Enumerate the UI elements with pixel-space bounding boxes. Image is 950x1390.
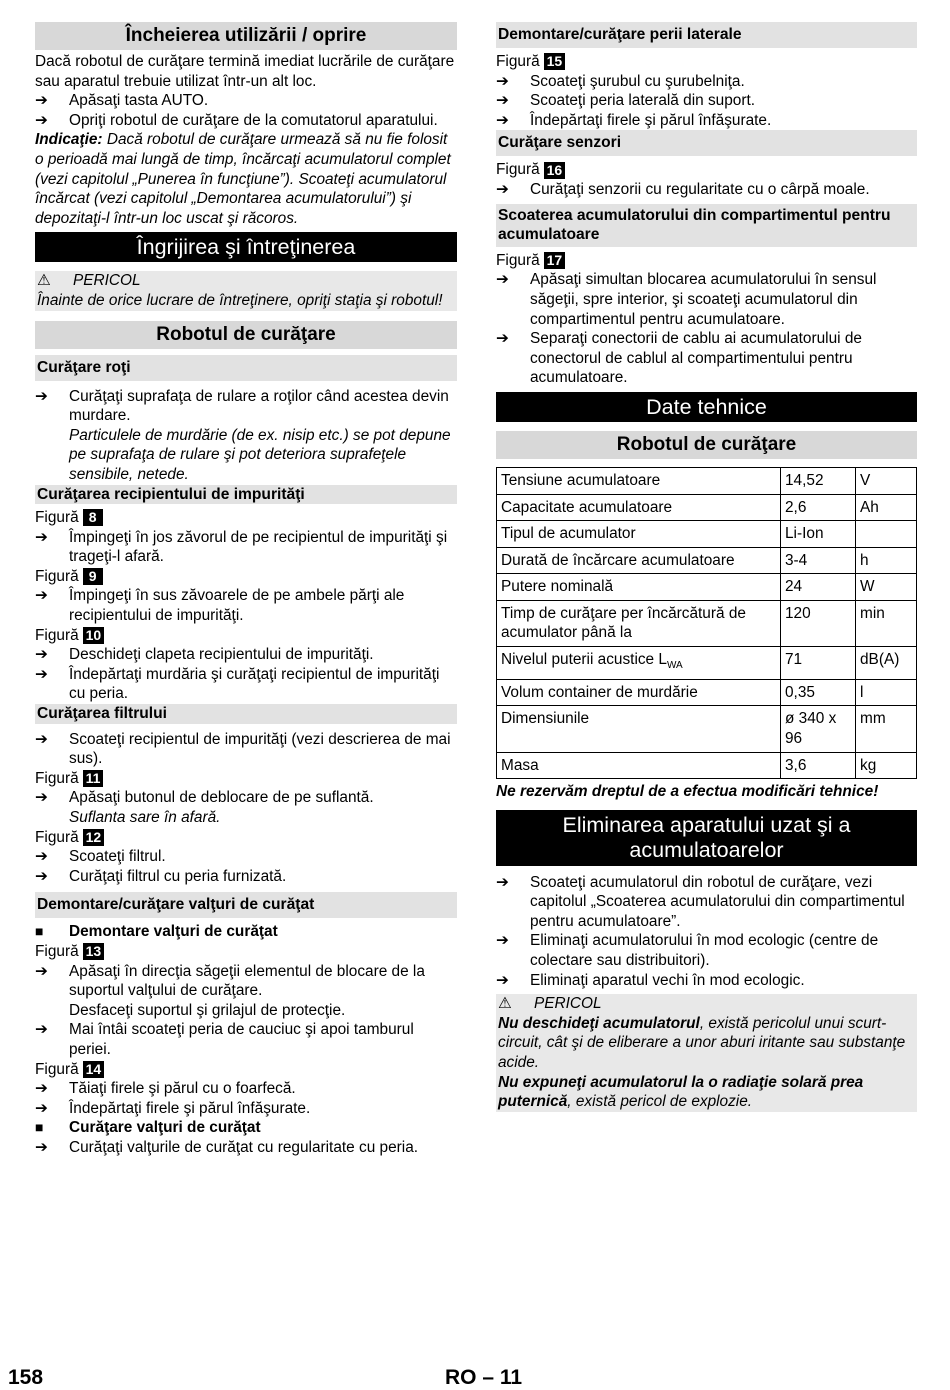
- arrow-icon: ➔: [496, 932, 509, 950]
- arrow-icon: ➔: [35, 111, 48, 129]
- list-item: ➔ Tăiaţi firele şi părul cu o foarfecă.: [35, 1080, 296, 1098]
- figure-ref: Figură 8: [35, 508, 457, 528]
- spec-unit: Ah: [856, 494, 917, 521]
- left-column: [35, 22, 457, 1158]
- spec-note: Ne rezervăm dreptul de a efectua modificări tehnice!: [496, 783, 879, 801]
- spec-unit: h: [856, 547, 917, 574]
- figure-ref: Figură 12: [35, 828, 457, 848]
- spec-value: 3,6: [781, 752, 856, 779]
- spec-name: Dimensiunile: [497, 706, 781, 752]
- arrow-icon: ➔: [496, 971, 509, 989]
- arrow-icon: ➔: [35, 528, 48, 546]
- arrow-icon: ➔: [35, 1138, 48, 1156]
- spec-row: [497, 752, 917, 779]
- arrow-icon: ➔: [35, 789, 48, 807]
- warning-box: ⚠ PERICOL Nu deschideţi acumulatorul, există pericolul unui scurt-circuit, cât şi de eliberare a unor aburi iritante sau substanţe acide. Nu expuneţi acumulatorul la o radiaţie solară prea puternică, există pericol de explozie.: [496, 994, 917, 1112]
- spec-row: [497, 679, 917, 706]
- note: Suflanta sare în afară.: [69, 809, 221, 826]
- spec-name: Tipul de acumulator: [497, 521, 781, 548]
- arrow-icon: ➔: [496, 330, 509, 348]
- spec-unit: [856, 521, 917, 548]
- arrow-icon: ➔: [35, 1021, 48, 1039]
- spec-unit: W: [856, 574, 917, 601]
- list-item: ➔ Scoateţi peria laterală din suport.: [496, 92, 756, 110]
- list-item: ➔ Opriţi robotul de curăţare de la comutatorul aparatului.: [35, 111, 438, 129]
- spec-row: [497, 647, 917, 680]
- arrow-icon: ➔: [496, 111, 509, 129]
- arrow-icon: ➔: [35, 587, 48, 605]
- arrow-icon: ➔: [35, 848, 48, 866]
- list-item: ➔ Curăţaţi senzorii cu regularitate cu o cârpă moale.: [496, 180, 870, 198]
- subsection-title: Curăţare senzori: [496, 130, 917, 156]
- arrow-icon: ➔: [496, 180, 509, 198]
- subsection-title: Curăţarea filtrului: [35, 704, 457, 724]
- figure-ref: Figură 10: [35, 626, 457, 646]
- figure-ref: Figură 9: [35, 567, 457, 587]
- list-item: ➔ Eliminaţi acumulatorului în mod ecologic (centre de colectare sau distribuitori).: [496, 932, 879, 970]
- spec-unit: mm: [856, 706, 917, 752]
- spec-value: 24: [781, 574, 856, 601]
- note: Particulele de murdărie (de ex. nisip etc.) se pot depune pe suprafaţa de rulare şi pot deteriora suprafeţele sensibile, netede.: [69, 426, 451, 483]
- list-item: ➔ Apăsaţi în direcţia săgeţii elementul de blocare de la suportul valţului de curăţare.: [35, 962, 425, 1000]
- arrow-icon: ➔: [496, 72, 509, 90]
- arrow-icon: ➔: [35, 92, 48, 110]
- spec-row: [497, 547, 917, 574]
- arrow-icon: ➔: [35, 730, 48, 748]
- spec-name: Durată de încărcare acumulatoare: [497, 547, 781, 574]
- spec-row: [497, 494, 917, 521]
- spec-name: Capacitate acumulatoare: [497, 494, 781, 521]
- right-column: [496, 22, 917, 1112]
- warning-box: ⚠ PERICOL Înainte de orice lucrare de întreţinere, opriţi staţia şi robotul!: [35, 271, 457, 310]
- subsection-title: Scoaterea acumulatorului din compartimentul pentru acumulatoare: [496, 204, 917, 247]
- spec-value: 14,52: [781, 467, 856, 494]
- spec-name: Tensiune acumulatoare: [497, 467, 781, 494]
- note: Desfaceţi suportul şi grilajul de protecţie.: [69, 1001, 346, 1019]
- figure-ref: Figură 16: [496, 160, 917, 180]
- arrow-icon: ➔: [496, 271, 509, 289]
- chapter-title: Eliminarea aparatului uzat şi a acumulatoarelor: [496, 810, 917, 866]
- list-item: ➔ Apăsaţi simultan blocarea acumulatorului în sensul săgeţii, spre interior, şi scoateţi acumulatorul din compartimentul pentru acumulatoare.: [496, 271, 877, 328]
- subsection-title: Curăţarea recipientului de impurităţi: [35, 485, 457, 505]
- arrow-icon: ➔: [496, 873, 509, 891]
- arrow-icon: ➔: [35, 962, 48, 980]
- spec-value: 71: [781, 647, 856, 680]
- list-item: ➔ Separaţi conectorii de cablu ai acumulatorului de conectorul de cablul al compartimentului pentru acumulatoare.: [496, 330, 862, 387]
- note-paragraph: Indicaţie: Dacă robotul de curăţare urmează să nu fie folosit o perioadă mai lungă de timp, încărcaţi acumulatorul complet (vezi capitolul „Punerea în funcţiune”). Scoateţi acumulatorul încărcat (vezi capitolul „Demontarea acumulatorului”) şi depozitaţi-l într-un loc uscat şi răcoros.: [35, 131, 451, 227]
- arrow-icon: ➔: [35, 1080, 48, 1098]
- spec-table: [496, 467, 917, 779]
- subsection-title: Curăţare roţi: [35, 355, 457, 381]
- list-item: ➔ Mai întâi scoateţi peria de cauciuc şi apoi tamburul periei.: [35, 1021, 414, 1058]
- spec-row: [497, 521, 917, 548]
- page-code: RO – 11: [445, 1366, 523, 1389]
- list-item: ➔ Împingeţi în jos zăvorul de pe recipientul de impurităţi şi trageţi-l afară.: [35, 528, 448, 566]
- figure-ref: Figură 15: [496, 52, 917, 72]
- section-title: Încheierea utilizării / oprire: [35, 22, 457, 50]
- list-item: ➔ Curăţaţi suprafaţa de rulare a roţilor când acestea devin murdare.: [35, 387, 449, 425]
- spec-value: 0,35: [781, 679, 856, 706]
- list-item: ➔ Împingeţi în sus zăvoarele de pe ambele părţi ale recipientului de impurităţi.: [35, 587, 405, 625]
- arrow-icon: ➔: [35, 646, 48, 664]
- spec-unit: kg: [856, 752, 917, 779]
- spec-name: Timp de curăţare per încărcătură de acumulator până la: [497, 600, 781, 646]
- spec-unit: min: [856, 600, 917, 646]
- spec-value: 2,6: [781, 494, 856, 521]
- chapter-title: Îngrijirea şi întreţinerea: [35, 232, 457, 262]
- spec-value: ø 340 x 96: [781, 706, 856, 752]
- warning-icon: ⚠: [498, 995, 512, 1013]
- list-item: ➔ Îndepărtaţi firele şi părul înfăşurate.: [35, 1099, 311, 1117]
- spec-name: Volum container de murdărie: [497, 679, 781, 706]
- spec-row: [497, 574, 917, 601]
- spec-value: 3-4: [781, 547, 856, 574]
- list-item: ➔ Îndepărtaţi murdăria şi curăţaţi recipientul de impurităţi cu peria.: [35, 665, 440, 703]
- figure-ref: Figură 17: [496, 251, 917, 271]
- spec-row: [497, 467, 917, 494]
- spec-row: [497, 706, 917, 752]
- spec-value: Li-Ion: [781, 521, 856, 548]
- arrow-icon: ➔: [35, 665, 48, 683]
- page-number: 158: [8, 1366, 44, 1389]
- figure-ref: Figură 11: [35, 769, 457, 789]
- list-item: ➔ Apăsaţi butonul de deblocare de pe suflantă.: [35, 789, 374, 807]
- list-item: ➔ Scoateţi filtrul.: [35, 848, 166, 866]
- list-item: ➔ Deschideţi clapeta recipientului de impurităţi.: [35, 646, 374, 664]
- spec-value: 120: [781, 600, 856, 646]
- spec-unit: dB(A): [856, 647, 917, 680]
- list-item: ■ Curăţare valţuri de curăţat: [35, 1119, 261, 1137]
- spec-unit: l: [856, 679, 917, 706]
- spec-name: Nivelul puterii acustice $L_{WA}$: [497, 647, 781, 680]
- list-item: ➔ Scoateţi acumulatorul din robotul de curăţare, vezi capitolul „Scoaterea acumulatorului din compartimentul pentru acumulatoare”.: [496, 873, 905, 930]
- subsection-title: Demontare/curăţare perii laterale: [496, 22, 917, 48]
- list-item: ➔ Scoateţi şurubul cu şurubelniţa.: [496, 72, 745, 90]
- section-title: Robotul de curăţare: [496, 431, 917, 459]
- paragraph: Dacă robotul de curăţare termină imediat lucrările de curăţare sau aparatul trebuie utilizat într-un alt loc.: [35, 53, 455, 90]
- spec-name: Masa: [497, 752, 781, 779]
- list-item: ➔ Scoateţi recipientul de impurităţi (vezi descrierea de mai sus).: [35, 730, 451, 768]
- list-item: ➔ Îndepărtaţi firele şi părul înfăşurate.: [496, 111, 772, 129]
- spec-name: Putere nominală: [497, 574, 781, 601]
- figure-ref: Figură 14: [35, 1060, 457, 1080]
- subsection-title: Demontare/curăţare valţuri de curăţat: [35, 892, 457, 918]
- list-item: ➔ Eliminaţi aparatul vechi în mod ecologic.: [496, 971, 805, 989]
- spec-unit: V: [856, 467, 917, 494]
- arrow-icon: ➔: [496, 92, 509, 110]
- square-bullet-icon: ■: [35, 923, 44, 940]
- list-item: ➔ Curăţaţi filtrul cu peria furnizată.: [35, 867, 287, 885]
- spec-row: [497, 600, 917, 646]
- chapter-title: Date tehnice: [496, 392, 917, 422]
- arrow-icon: ➔: [35, 387, 48, 405]
- list-item: ➔ Apăsaţi tasta AUTO.: [35, 92, 209, 110]
- warning-icon: ⚠: [37, 272, 51, 290]
- arrow-icon: ➔: [35, 867, 48, 885]
- arrow-icon: ➔: [35, 1099, 48, 1117]
- list-item: ➔ Curăţaţi valţurile de curăţat cu regularitate cu peria.: [35, 1138, 419, 1156]
- section-title: Robotul de curăţare: [35, 321, 457, 349]
- list-item: ■ Demontare valţuri de curăţat: [35, 923, 278, 941]
- figure-ref: Figură 13: [35, 942, 457, 962]
- square-bullet-icon: ■: [35, 1119, 44, 1136]
